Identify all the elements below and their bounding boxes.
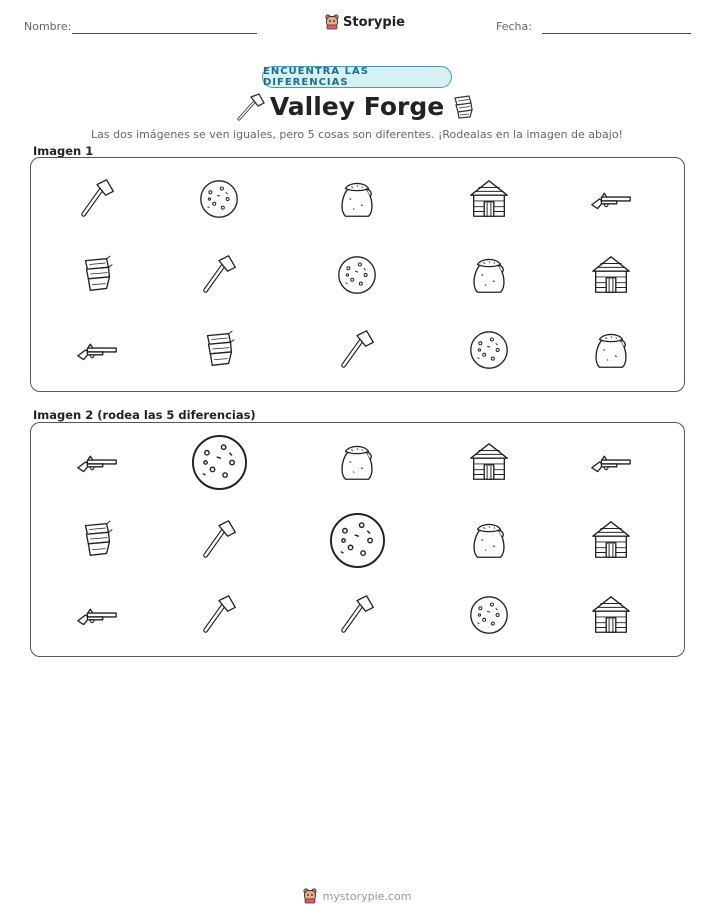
axe-icon	[74, 176, 120, 222]
bandage-icon[interactable]	[74, 517, 120, 563]
sack-icon	[466, 252, 512, 298]
activity-badge: ENCUENTRA LAS DIFERENCIAS	[262, 66, 452, 88]
musket-icon	[588, 176, 634, 222]
bandage-icon	[74, 252, 120, 298]
musket-icon[interactable]	[74, 439, 120, 485]
axe-icon[interactable]	[196, 592, 242, 638]
axe-icon	[196, 252, 242, 298]
image2-label: Imagen 2 (rodea las 5 diferencias)	[33, 408, 256, 422]
biscuit-icon	[334, 252, 380, 298]
sack-icon	[334, 176, 380, 222]
sack-icon[interactable]	[466, 517, 512, 563]
date-label: Fecha:	[496, 20, 532, 33]
biscuit-icon	[466, 327, 512, 373]
log-cabin-icon	[588, 252, 634, 298]
log-cabin-icon[interactable]	[588, 592, 634, 638]
axe-icon[interactable]	[334, 592, 380, 638]
biscuit-icon[interactable]	[186, 429, 253, 496]
storypie-bear-icon	[303, 888, 317, 904]
footer-url: mystorypie.com	[322, 889, 412, 903]
brand-name: Storypie	[343, 14, 405, 30]
sack-icon[interactable]	[334, 439, 380, 485]
musket-icon	[74, 327, 120, 373]
biscuit-icon[interactable]	[466, 592, 512, 638]
bandage-icon	[196, 327, 242, 373]
log-cabin-icon[interactable]	[588, 517, 634, 563]
log-cabin-icon	[466, 176, 512, 222]
axe-icon	[334, 327, 380, 373]
instructions: Las dos imágenes se ven iguales, pero 5 cosas son diferentes. ¡Rodealas en la imagen de abajo!	[91, 128, 623, 141]
biscuit-icon	[196, 176, 242, 222]
image1-label: Imagen 1	[33, 144, 94, 158]
musket-icon[interactable]	[588, 439, 634, 485]
page-title: Valley Forge	[269, 92, 445, 121]
sack-icon	[588, 327, 634, 373]
musket-icon[interactable]	[74, 592, 120, 638]
biscuit-icon[interactable]	[324, 507, 391, 574]
log-cabin-icon[interactable]	[466, 439, 512, 485]
footer	[0, 888, 714, 904]
axe-icon[interactable]	[196, 517, 242, 563]
name-label: Nombre:	[24, 20, 72, 33]
